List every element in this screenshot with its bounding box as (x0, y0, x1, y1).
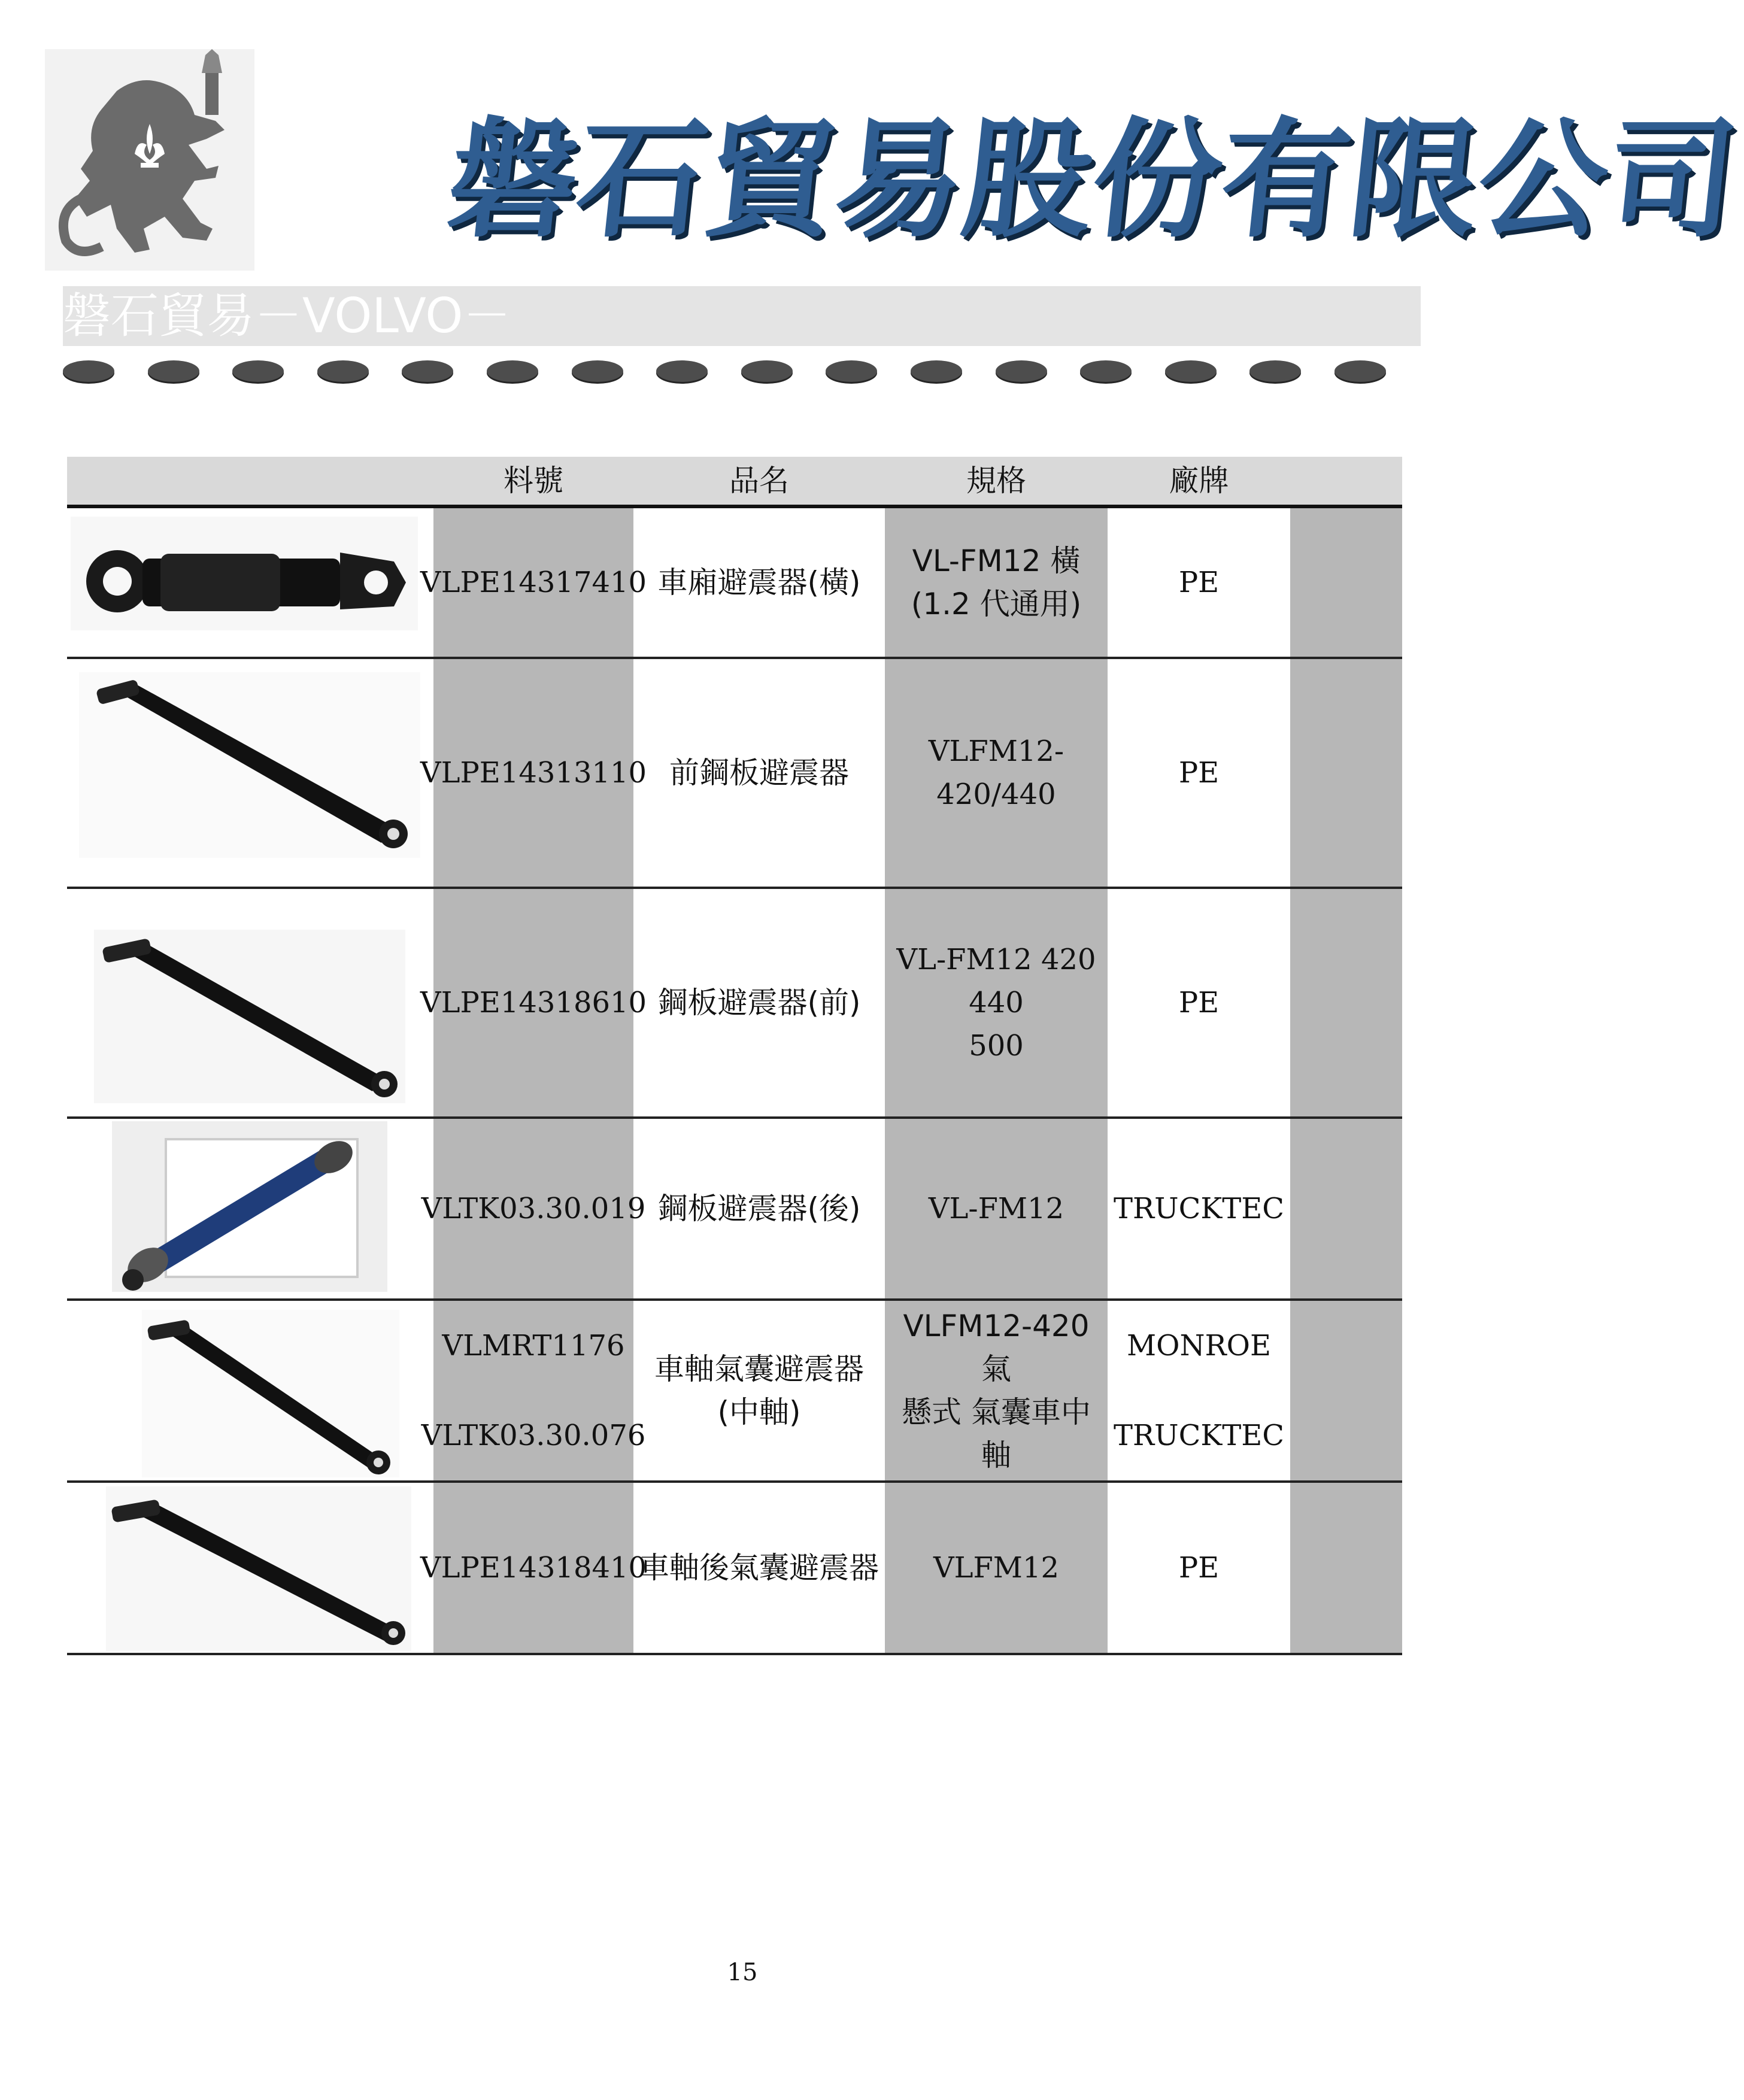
part-no-cell: VLTK03.30.076 (421, 1419, 646, 1452)
header-name: 品名 (729, 463, 789, 498)
spec-cell: VLFM12 (933, 1551, 1060, 1585)
company-name-char: 石 (569, 104, 715, 255)
company-name-char: 份 (1084, 104, 1230, 255)
decorative-dot (656, 360, 708, 382)
decorative-dot (572, 360, 623, 382)
brand-cell: PE (1178, 1551, 1220, 1585)
header-spec: 規格 (966, 463, 1026, 498)
decorative-dot (911, 360, 962, 382)
brand-cell: PE (1178, 986, 1220, 1019)
decorative-dot (232, 360, 284, 382)
lion-emblem-icon (45, 49, 254, 271)
product-image (71, 517, 418, 630)
blue-leaf-shock-absorber-rear-icon (112, 1121, 387, 1292)
company-name-char: 公 (1470, 104, 1616, 255)
brand-cell: PE (1178, 756, 1220, 790)
decorative-dot (63, 360, 114, 382)
decorative-dot (741, 360, 793, 382)
name-cell: 車廂避震器(橫) (657, 565, 861, 600)
product-image (112, 1121, 387, 1292)
company-logo (45, 49, 254, 271)
leaf-shock-absorber-front-icon (94, 930, 405, 1103)
section-banner: 磐石貿易－VOLVO－ (63, 286, 1421, 346)
product-image (106, 1486, 411, 1651)
part-no-cell: VLMRT1176 (442, 1329, 625, 1362)
company-name (441, 90, 1744, 269)
name-cell: 車軸後氣囊避震器 (639, 1550, 879, 1585)
spec-cell: VL-FM12 橫 (1.2 代通用) (911, 544, 1082, 621)
part-no-cell: VLPE14317410 (420, 566, 647, 599)
decorative-dot (148, 360, 199, 382)
name-cell: 前鋼板避震器 (669, 755, 849, 790)
header-part-no: 料號 (504, 463, 563, 498)
company-name-char: 磐 (441, 104, 586, 255)
company-name-char: 有 (1213, 104, 1358, 255)
decorative-dot (402, 360, 453, 382)
product-image (142, 1310, 399, 1477)
spec-cell: VLFM12-420 氣 懸式 氣囊車中 軸 (902, 1309, 1091, 1473)
brand-cell: MONROE (1126, 1329, 1272, 1362)
part-no-cell: VLPE14313110 (420, 756, 647, 790)
name-cell: 車軸氣囊避震器 (中軸) (654, 1352, 864, 1430)
decorative-dot (317, 360, 369, 382)
header-brand: 廠牌 (1169, 463, 1229, 498)
part-no-cell: VLTK03.30.019 (421, 1192, 646, 1225)
decorative-dot (1165, 360, 1217, 382)
company-name-char: 易 (827, 104, 972, 255)
brand-cell: PE (1178, 566, 1220, 599)
spec-cell: VL-FM12 (928, 1192, 1064, 1225)
rear-axle-air-suspension-shock-icon (106, 1486, 411, 1651)
decorative-dot (1334, 360, 1386, 382)
company-name-char: 限 (1342, 104, 1487, 255)
front-leaf-shock-absorber-icon (79, 672, 420, 858)
company-name-char: 司 (1599, 104, 1744, 255)
axle-air-suspension-shock-middle-icon (142, 1310, 399, 1477)
decorative-dot-row (63, 358, 1386, 384)
decorative-dot (996, 360, 1047, 382)
decorative-dot (826, 360, 877, 382)
decorative-dot (487, 360, 538, 382)
part-no-cell: VLPE14318410 (420, 1551, 647, 1585)
product-image (79, 672, 420, 858)
part-no-cell: VLPE14318610 (420, 986, 647, 1019)
name-cell: 鋼板避震器(前) (657, 985, 861, 1020)
company-name-char: 股 (956, 104, 1101, 255)
decorative-dot (1249, 360, 1301, 382)
page-number: 15 (727, 1959, 758, 1986)
spec-cell: VL-FM12 420 440 500 (896, 943, 1096, 1063)
brand-cell: TRUCKTEC (1114, 1192, 1284, 1225)
name-cell: 鋼板避震器(後) (657, 1191, 861, 1226)
spec-cell: VLFM12-420/440 (928, 735, 1064, 811)
cab-shock-absorber-horizontal-icon (71, 517, 418, 630)
decorative-dot (1080, 360, 1132, 382)
product-image (94, 930, 405, 1103)
company-name-char: 貿 (698, 104, 844, 255)
brand-cell: TRUCKTEC (1114, 1419, 1284, 1452)
row-divider (67, 1653, 1402, 1655)
